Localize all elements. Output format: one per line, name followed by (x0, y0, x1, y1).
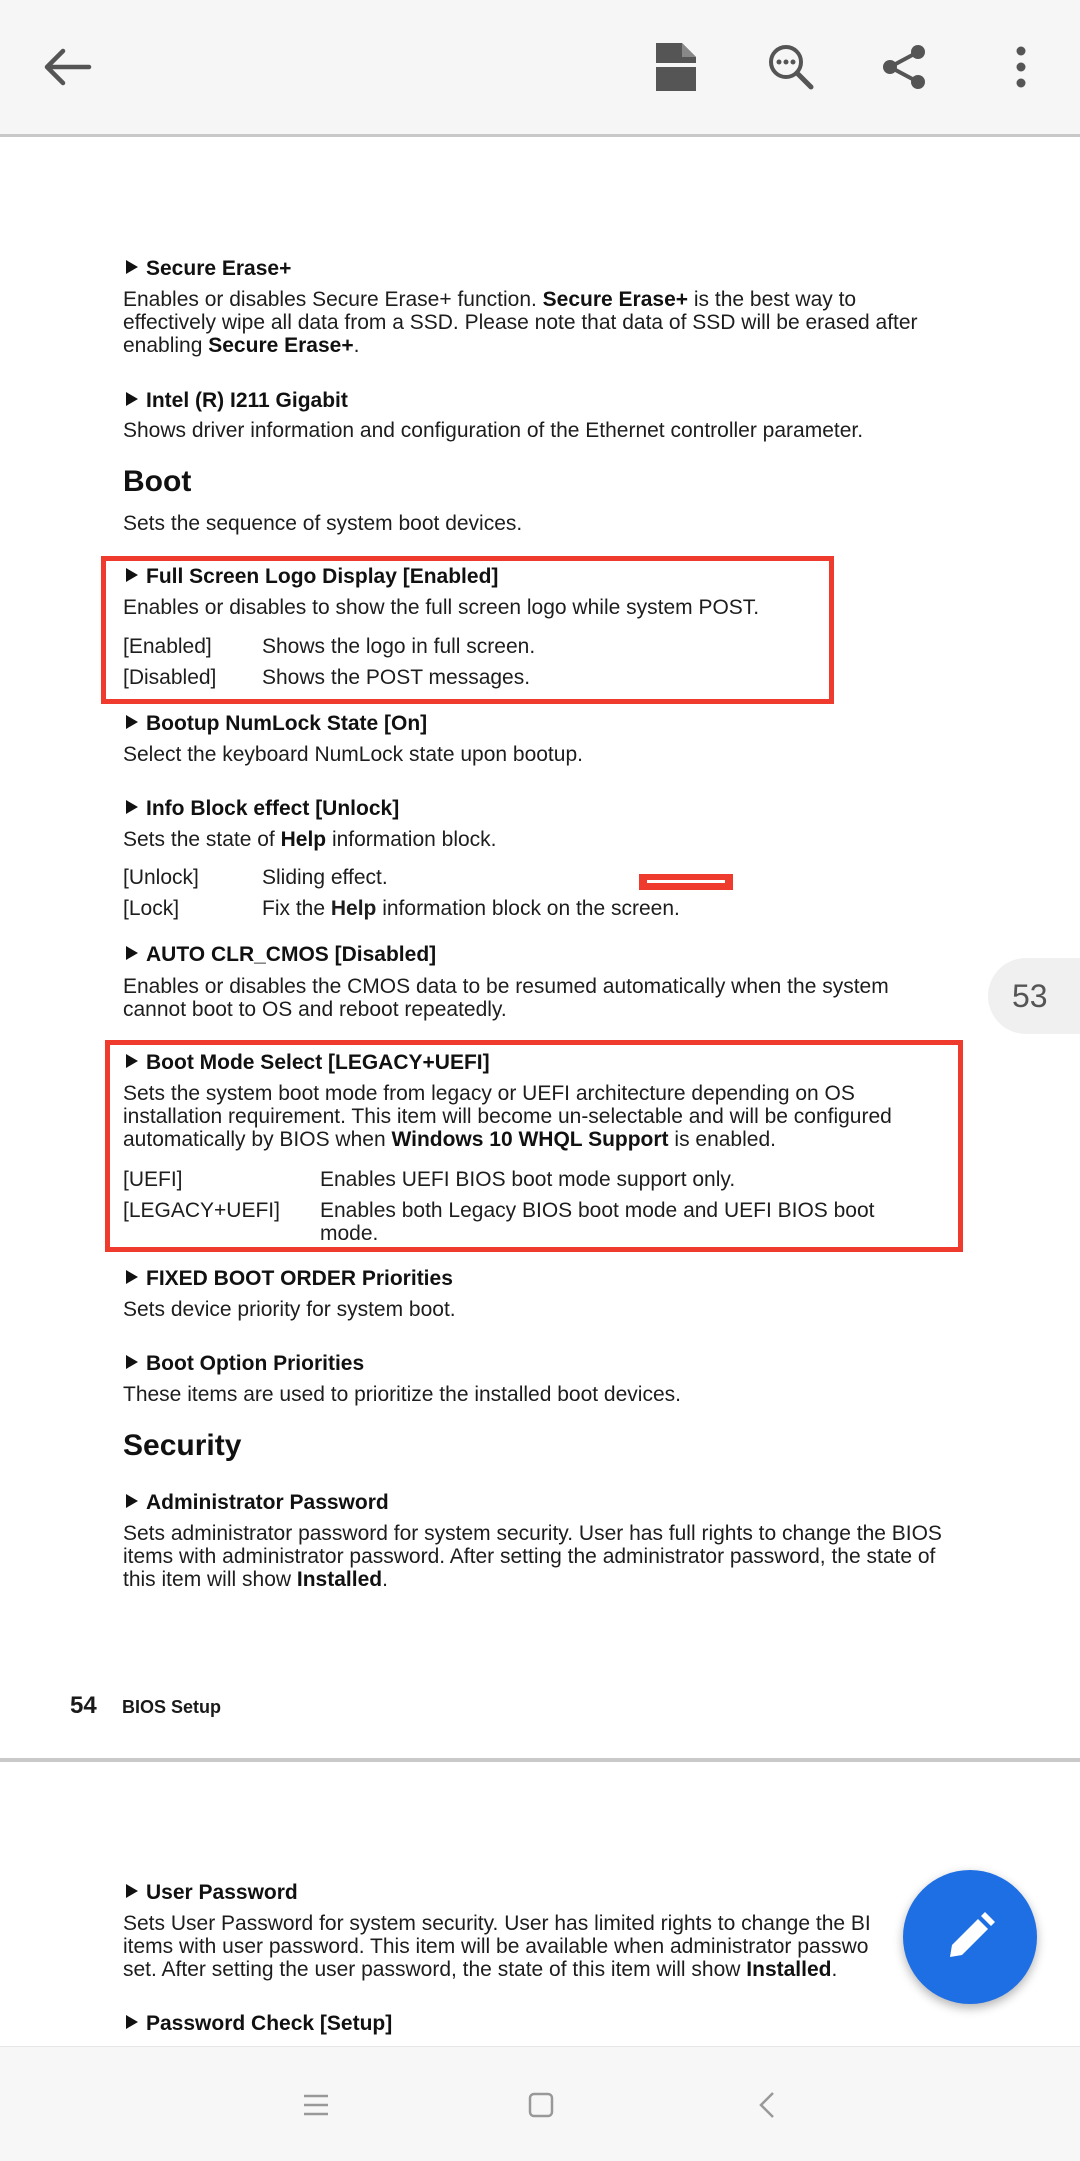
edit-pencil-icon (942, 1909, 998, 1965)
item-title-intel: Intel (R) I211 Gigabit (126, 389, 348, 413)
option-value: Enables UEFI BIOS boot mode support only. (320, 1168, 736, 1191)
item-title-admin-password: Administrator Password (126, 1491, 389, 1515)
page-layout-icon[interactable] (636, 27, 716, 107)
menu-icon[interactable] (286, 2077, 346, 2133)
item-title-secure-erase: Secure Erase+ (126, 257, 291, 281)
item-desc-full-screen-logo: Enables or disables to show the full screen logo while system POST. (123, 596, 760, 619)
edit-fab-button[interactable] (903, 1870, 1037, 2004)
option-key: [Disabled] (123, 666, 217, 689)
item-desc-fixed-boot-order: Sets device priority for system boot. (123, 1298, 456, 1321)
item-desc-boot-mode: Sets the system boot mode from legacy or UEFI architecture depending on OS installation requirement. This item will become un-selectable and will be configured automatically by BIOS when Windows 10 WHQL Support is enabled. (123, 1082, 892, 1151)
item-title-password-check: Password Check [Setup] (126, 2012, 392, 2036)
item-desc-info-block: Sets the state of Help information block. (123, 828, 497, 851)
item-title-fixed-boot-order: FIXED BOOT ORDER Priorities (126, 1267, 453, 1291)
item-title-full-screen-logo: Full Screen Logo Display [Enabled] (126, 565, 498, 589)
item-desc-intel: Shows driver information and configuration of the Ethernet controller parameter. (123, 419, 864, 442)
option-key: [Unlock] (123, 866, 199, 889)
footer-label: BIOS Setup (122, 1697, 222, 1717)
home-square-icon[interactable] (511, 2077, 571, 2133)
item-title-info-block: Info Block effect [Unlock] (126, 797, 399, 821)
page-separator (0, 1758, 1080, 1762)
item-desc-admin-password: Sets administrator password for system security. User has full rights to change the BIOS items with administrator password. After setting the administrator password, the state of this item will show Installed. (123, 1522, 942, 1591)
search-icon[interactable] (751, 27, 831, 107)
option-key: [Lock] (123, 897, 180, 920)
red-annotation-line (639, 874, 733, 890)
option-key: [LEGACY+UEFI] (123, 1199, 280, 1222)
system-nav-bar (0, 2046, 1080, 2161)
item-desc-auto-clr-cmos: Enables or disables the CMOS data to be resumed automatically when the system cannot boot to OS and reboot repeatedly. (123, 975, 889, 1021)
item-desc-boot-option: These items are used to prioritize the installed boot devices. (123, 1383, 681, 1406)
option-key: [Enabled] (123, 635, 212, 658)
page-indicator: 53 (988, 958, 1080, 1034)
option-value: Shows the POST messages. (262, 666, 531, 689)
item-title-numlock: Bootup NumLock State [On] (126, 712, 427, 736)
option-key: [UEFI] (123, 1168, 183, 1191)
option-value: Sliding effect. (262, 866, 388, 889)
section-desc-boot: Sets the sequence of system boot devices. (123, 512, 523, 535)
item-title-user-password: User Password (126, 1881, 298, 1905)
option-value: Shows the logo in full screen. (262, 635, 536, 658)
top-toolbar (0, 0, 1080, 137)
footer-page-number: 54 (70, 1692, 97, 1719)
item-desc-secure-erase: Enables or disables Secure Erase+ function. Secure Erase+ is the best way to effectively wipe all data from a SSD. Please note that data of SSD will be erased after enabling Secure Erase+. (123, 288, 918, 357)
item-title-boot-option: Boot Option Priorities (126, 1352, 364, 1376)
option-value: Enables both Legacy BIOS boot mode and UEFI BIOS boot mode. (320, 1199, 875, 1245)
back-chevron-icon[interactable] (737, 2077, 797, 2133)
item-title-boot-mode: Boot Mode Select [LEGACY+UEFI] (126, 1051, 490, 1075)
back-arrow-icon[interactable] (27, 27, 107, 107)
option-value: Fix the Help information block on the screen. (262, 897, 680, 920)
more-vert-icon[interactable] (981, 27, 1061, 107)
item-desc-numlock: Select the keyboard NumLock state upon bootup. (123, 743, 583, 766)
share-icon[interactable] (864, 27, 944, 107)
item-desc-user-password: Sets User Password for system security. User has limited rights to change the BI items with user password. This item will be available when administrator passwo set. After setting the user password, the state of this item will show Installed. (123, 1912, 871, 1981)
section-heading-boot: Boot (123, 465, 192, 498)
section-heading-security: Security (123, 1429, 242, 1462)
item-title-auto-clr-cmos: AUTO CLR_CMOS [Disabled] (126, 943, 436, 967)
